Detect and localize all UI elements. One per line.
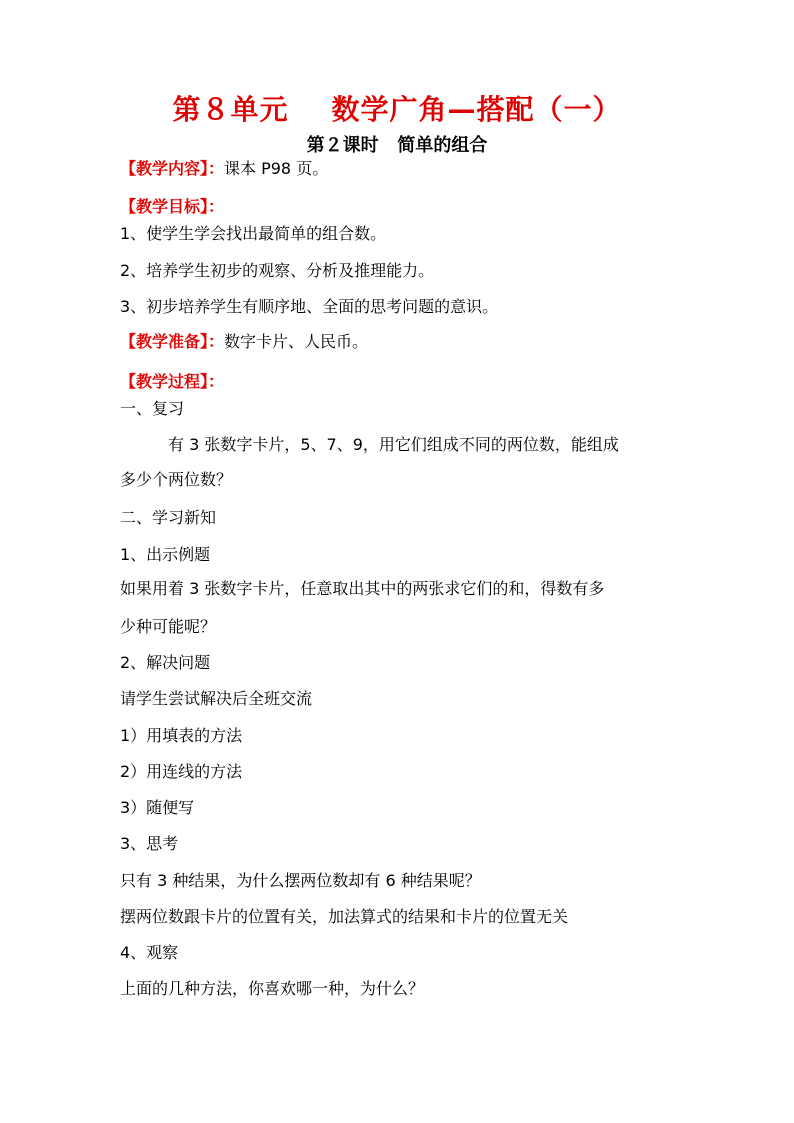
lesson-subtitle: 第２课时 简单的组合 [306,135,488,156]
content-text: 课本 P98 页。 [224,159,329,178]
think-answer: 摆两位数跟卡片的位置有关，加法算式的结果和卡片的位置无关 [120,907,569,926]
content-line [120,159,680,179]
solve-intro: 请学生尝试解决后全班交流 [120,689,313,708]
new-knowledge-heading: 二、学习新知 [120,508,217,527]
process-label: 【教学过程】： [120,372,225,391]
example-line-1: 如果用着 3 张数字卡片，任意取出其中的两张求它们的和，得数有多 [120,579,605,598]
prep-line [120,332,680,352]
review-heading: 一、复习 [120,399,185,418]
goal-item-1: 1、使学生学会找出最简单的组合数。 [120,224,387,243]
observe-question: 上面的几种方法，你喜欢哪一种，为什么？ [120,979,425,998]
step-3-heading: 3、思考 [120,834,179,853]
method-2: 2）用连线的方法 [120,762,243,781]
content-label: 【教学内容】： [120,159,225,178]
review-question-line-1: 有 3 张数字卡片，5、7、9，用它们组成不同的两位数，能组成 [168,435,619,454]
review-question-line-2: 多少个两位数？ [120,470,233,489]
example-line-2: 少种可能呢？ [120,617,217,636]
prep-label: 【教学准备】： [120,332,225,351]
goal-item-3: 3、初步培养学生有顺序地、全面的思考问题的意识。 [120,297,499,316]
method-1: 1）用填表的方法 [120,726,243,745]
goals-label: 【教学目标】： [120,197,225,216]
step-1-heading: 1、出示例题 [120,545,211,564]
prep-text: 数字卡片、人民币。 [224,332,369,351]
page-title: 第８单元 数学广角—搭配（一） [172,93,622,126]
goal-item-2: 2、培养学生初步的观察、分析及推理能力。 [120,261,435,280]
step-4-heading: 4、观察 [120,943,179,962]
think-question: 只有 3 种结果，为什么摆两位数却有 6 种结果呢？ [120,871,481,890]
step-2-heading: 2、解决问题 [120,653,211,672]
method-3: 3）随便写 [120,798,195,817]
